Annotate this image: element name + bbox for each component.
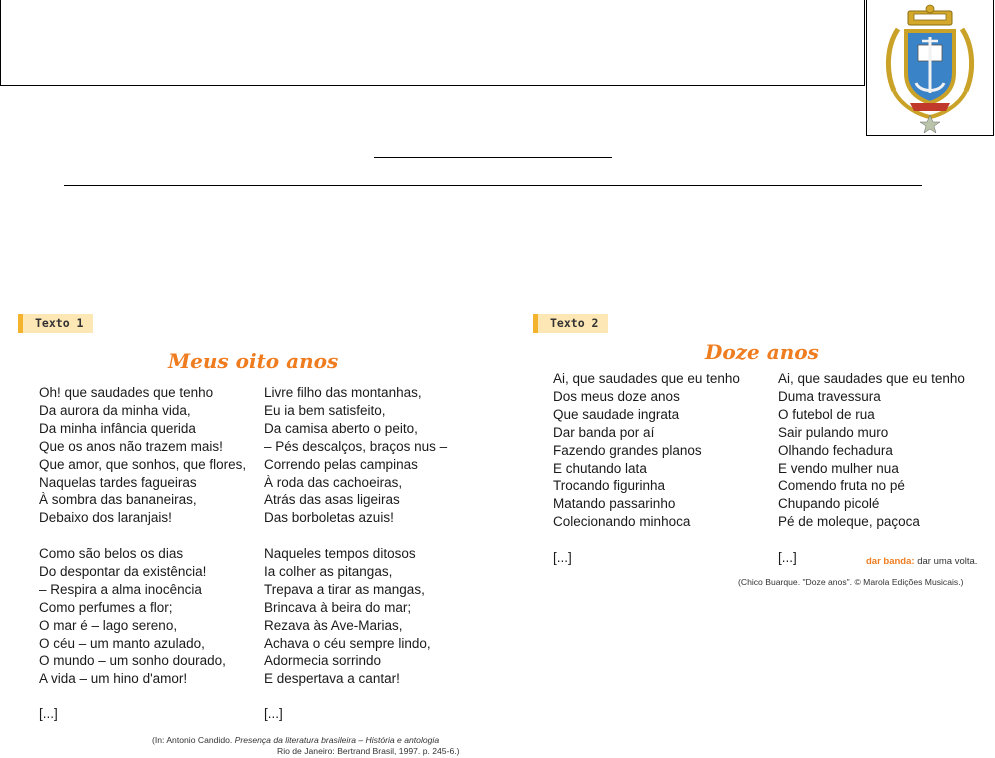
logo-box xyxy=(866,0,994,136)
texto1-title: Meus oito anos xyxy=(168,349,339,373)
verse-line: Da camisa aberto o peito, xyxy=(264,420,418,436)
texto2-col2 xyxy=(778,370,965,531)
verse-line: E vendo mulher nua xyxy=(778,460,899,476)
title-underline xyxy=(374,157,612,158)
name-line xyxy=(64,185,922,186)
verse-line: Da minha infância querida xyxy=(39,420,196,436)
verse-line: À roda das cachoeiras, xyxy=(264,474,403,490)
header-box xyxy=(0,0,865,86)
gloss-definition: dar uma volta. xyxy=(914,556,978,567)
verse-line: Atrás das asas ligeiras xyxy=(264,492,400,508)
verse-line: Como são belos os dias xyxy=(39,546,184,561)
verse-line: Olhando fechadura xyxy=(778,442,893,458)
verse-line: Livre filho das montanhas, xyxy=(264,385,422,400)
verse-line: E chutando lata xyxy=(553,460,647,476)
verse-line: Do despontar da existência! xyxy=(39,563,207,579)
verse-line: O futebol de rua xyxy=(778,406,875,422)
texto1-col1-stanza1 xyxy=(39,384,246,527)
texto2-ellipsis-right: [...] xyxy=(778,550,797,565)
texto2-glossary xyxy=(866,556,977,567)
texto2-source: (Chico Buarque. "Doze anos". © Marola Edições Musicais.) xyxy=(738,577,964,587)
texto2-tag: Texto 2 xyxy=(533,314,608,333)
verse-line: – Respira a alma inocência xyxy=(39,581,202,597)
verse-line: Correndo pelas campinas xyxy=(264,456,418,472)
texto2-title: Doze anos xyxy=(705,340,819,364)
verse-line: Debaixo dos laranjais! xyxy=(39,510,172,526)
verse-line: Da aurora da minha vida, xyxy=(39,402,191,418)
verse-line: Chupando picolé xyxy=(778,496,880,512)
verse-line: Eu ia bem satisfeito, xyxy=(264,402,386,418)
verse-line: À sombra das bananeiras, xyxy=(39,492,197,508)
verse-line: Das borboletas azuis! xyxy=(264,510,394,526)
verse-line: Que os anos não trazem mais! xyxy=(39,438,223,454)
texto1-col2-stanza2 xyxy=(264,545,431,688)
verse-line: Pé de moleque, paçoca xyxy=(778,514,920,530)
verse-line: Que amor, que sonhos, que flores, xyxy=(39,456,247,472)
texto1-ellipsis-left: [...] xyxy=(39,706,58,721)
verse-line: Sair pulando muro xyxy=(778,424,889,440)
verse-line: Ai, que saudades que eu tenho xyxy=(778,371,965,386)
texto1-source-line1 xyxy=(152,735,439,745)
verse-line: Ai, que saudades que eu tenho xyxy=(553,371,740,386)
verse-line: Matando passarinho xyxy=(553,496,676,512)
texto2-ellipsis-left: [...] xyxy=(553,550,572,565)
verse-line: Dar banda por aí xyxy=(553,424,655,440)
texto1-source-line2: Rio de Janeiro: Bertrand Brasil, 1997. p. 245-6.) xyxy=(277,746,460,756)
verse-line: A vida – um hino d'amor! xyxy=(39,671,188,687)
verse-line: E despertava a cantar! xyxy=(264,671,400,687)
texto1-ellipsis-right: [...] xyxy=(264,706,283,721)
verse-line: Trocando figurinha xyxy=(553,478,666,494)
verse-line: Adormecia sorrindo xyxy=(264,653,382,669)
texto1-col2-stanza1 xyxy=(264,384,447,527)
verse-line: Colecionando minhoca xyxy=(553,514,691,530)
verse-line: Achava o céu sempre lindo, xyxy=(264,635,431,651)
verse-line: Fazendo grandes planos xyxy=(553,442,702,458)
verse-line: O mar é – lago sereno, xyxy=(39,617,178,633)
texto1-tag: Texto 1 xyxy=(18,314,93,333)
verse-line: Que saudade ingrata xyxy=(553,406,680,422)
source-prefix: (In: Antonio Candido. xyxy=(152,735,235,745)
verse-line: Naqueles tempos ditosos xyxy=(264,546,416,561)
verse-line: Duma travessura xyxy=(778,388,881,404)
verse-line: Naquelas tardes fagueiras xyxy=(39,474,197,490)
texto2-col1 xyxy=(553,370,740,531)
verse-line: Ia colher as pitangas, xyxy=(264,563,393,579)
verse-line: Comendo fruta no pé xyxy=(778,478,905,494)
verse-line: Rezava às Ave-Marias, xyxy=(264,617,403,633)
verse-line: Oh! que saudades que tenho xyxy=(39,385,214,400)
verse-line: O mundo – um sonho dourado, xyxy=(39,653,226,669)
gloss-term: dar banda: xyxy=(866,556,915,567)
verse-line: O céu – um manto azulado, xyxy=(39,635,205,651)
verse-line: – Pés descalços, braços nus – xyxy=(264,438,448,454)
verse-line: Trepava a tirar as mangas, xyxy=(264,581,425,597)
coat-of-arms-icon xyxy=(880,3,980,133)
verse-line: Brincava à beira do mar; xyxy=(264,599,412,615)
verse-line: Dos meus doze anos xyxy=(553,388,680,404)
texto1-col1-stanza2 xyxy=(39,545,226,688)
verse-line: Como perfumes a flor; xyxy=(39,599,173,615)
source-book-title: Presença da literatura brasileira – História e antologia xyxy=(234,735,440,745)
